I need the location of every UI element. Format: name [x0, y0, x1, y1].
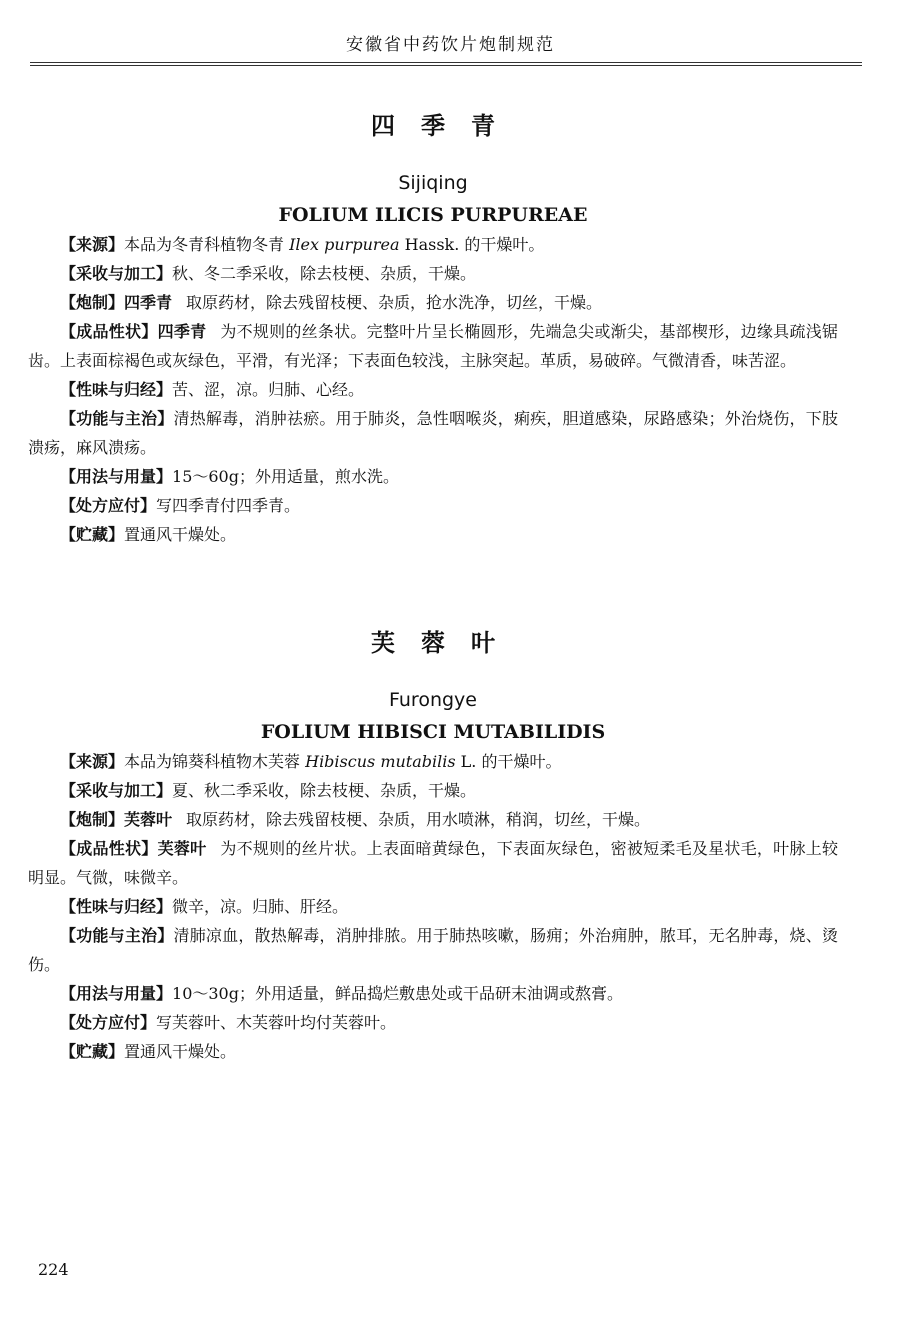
entry-label: 【采收与加工】 [60, 781, 173, 800]
monograph-latin-name: FOLIUM HIBISCI MUTABILIDIS [260, 721, 606, 743]
entry-text: 15～60g；外用适量，煎水洗。 [172, 467, 399, 486]
entry-dosage [28, 979, 838, 1008]
entry-label: 【炮制】 [60, 293, 125, 312]
entry-text: 10～30g；外用适量，鲜品捣烂敷患处或干品研末油调或熬膏。 [172, 984, 623, 1003]
monograph-furongye [28, 625, 838, 1066]
entry-sublabel: 芙蓉叶 [157, 839, 207, 858]
entry-nature [28, 375, 838, 404]
entry-function [28, 921, 838, 979]
monograph-title: 芙蓉叶 [371, 628, 521, 657]
entry-text: 清热解毒，消肿祛瘀。用于肺炎，急性咽喉炎，痢疾，胆道感染，尿路感染；外治烧伤，下肢溃疡，麻风溃疡。 [28, 409, 838, 457]
entry-storage [28, 520, 838, 549]
species-latin: Hibiscus mutabilis [305, 752, 456, 771]
entry-prescription [28, 491, 838, 520]
entry-character [28, 317, 838, 375]
running-header: 安徽省中药饮片炮制规范 [346, 35, 555, 55]
entry-text: 本品为锦葵科植物木芙蓉 [124, 752, 306, 771]
entry-text: 置通风干燥处。 [124, 525, 237, 544]
entry-label: 【来源】 [60, 235, 125, 254]
entry-label: 【成品性状】 [60, 322, 158, 341]
monograph-title: 四季青 [371, 111, 521, 140]
entry-nature [28, 892, 838, 921]
entry-label: 【处方应付】 [60, 496, 157, 515]
entry-sublabel: 四季青 [124, 293, 173, 312]
entry-label: 【性味与归经】 [60, 897, 173, 916]
entry-text: 置通风干燥处。 [124, 1042, 237, 1061]
entry-prescription [28, 1008, 838, 1037]
entry-storage [28, 1037, 838, 1066]
monograph-latin-name: FOLIUM ILICIS PURPUREAE [278, 204, 588, 226]
entry-text: 写四季青付四季青。 [156, 496, 301, 515]
entry-label: 【贮藏】 [60, 525, 125, 544]
entry-processing [28, 805, 838, 834]
entry-text: Hassk. 的干燥叶。 [399, 235, 545, 254]
monograph-sijiqing [28, 108, 838, 549]
entry-text: 写芙蓉叶、木芙蓉叶均付芙蓉叶。 [156, 1013, 397, 1032]
entry-label: 【成品性状】 [60, 839, 158, 858]
entry-label: 【功能与主治】 [60, 926, 174, 945]
entry-dosage [28, 462, 838, 491]
entry-text: 本品为冬青科植物冬青 [124, 235, 290, 254]
entry-harvest [28, 259, 838, 288]
monograph-pinyin: Sijiqing [398, 172, 468, 194]
entry-sublabel: 四季青 [157, 322, 207, 341]
entry-label: 【性味与归经】 [60, 380, 173, 399]
entry-text: 清肺凉血，散热解毒，消肿排脓。用于肺热咳嗽，肠痈；外治痈肿，脓耳，无名肿毒，烧、烫伤。 [28, 926, 838, 974]
entry-text: 取原药材，除去残留枝梗、杂质，用水喷淋，稍润，切丝，干燥。 [186, 810, 651, 829]
entry-source [28, 230, 838, 259]
entry-harvest [28, 776, 838, 805]
entry-label: 【处方应付】 [60, 1013, 157, 1032]
entry-label: 【用法与用量】 [60, 984, 173, 1003]
entry-sublabel: 芙蓉叶 [124, 810, 173, 829]
entry-label: 【贮藏】 [60, 1042, 125, 1061]
entry-text: 取原药材，除去残留枝梗、杂质，抢水洗净，切丝，干燥。 [186, 293, 603, 312]
entry-processing [28, 288, 838, 317]
entry-label: 【炮制】 [60, 810, 125, 829]
monograph-pinyin: Furongye [389, 689, 477, 711]
entry-label: 【用法与用量】 [60, 467, 173, 486]
species-latin: Ilex purpurea [289, 235, 400, 254]
entry-text: 苦、涩，凉。归肺、心经。 [172, 380, 365, 399]
entry-text: 为不规则的丝条状。完整叶片呈长椭圆形，先端急尖或渐尖，基部楔形，边缘具疏浅锯齿。上表面棕褐色或灰绿色，平滑，有光泽；下表面色较浅，主脉突起。革质，易破碎。气微清香，味苦涩。 [28, 322, 838, 370]
entry-source [28, 747, 838, 776]
entry-text: 微辛，凉。归肺、肝经。 [172, 897, 349, 916]
entry-label: 【来源】 [60, 752, 125, 771]
page-number: 224 [38, 1260, 69, 1279]
entry-function [28, 404, 838, 462]
entry-text: 秋、冬二季采收，除去枝梗、杂质，干燥。 [172, 264, 477, 283]
entry-label: 【采收与加工】 [60, 264, 173, 283]
entry-text: 夏、秋二季采收，除去枝梗、杂质，干燥。 [172, 781, 477, 800]
entry-label: 【功能与主治】 [60, 409, 174, 428]
header-rule [30, 62, 862, 66]
entry-character [28, 834, 838, 892]
entry-text: 为不规则的丝片状。上表面暗黄绿色，下表面灰绿色，密被短柔毛及星状毛，叶脉上较明显。气微，味微辛。 [28, 839, 838, 887]
entry-text: L. 的干燥叶。 [455, 752, 562, 771]
